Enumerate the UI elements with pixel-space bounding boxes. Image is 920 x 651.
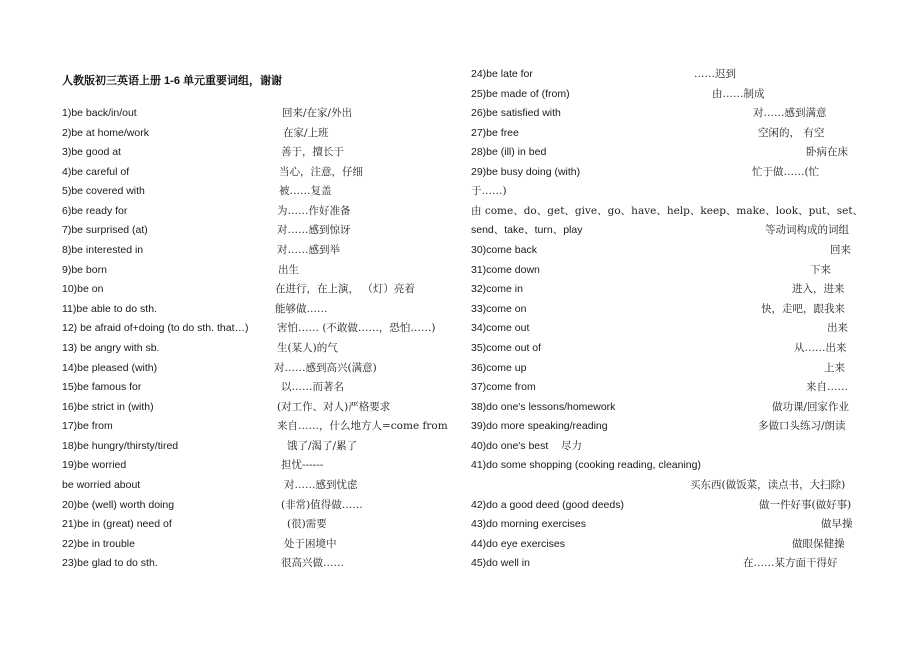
phrase-en: 35)come out of [471,342,542,354]
phrase-en: 2)be at home/work [62,127,149,139]
phrase-zh: 来自…… [806,381,848,393]
phrase-en: 6)be ready for [62,205,128,217]
phrase-en: 36)come up [471,362,527,374]
phrase-zh: 快，走吧，跟我来 [761,303,845,315]
phrase-en: 5)be covered with [62,185,145,197]
phrase-en: 45)do well in [471,557,530,569]
phrase-zh: 为……作好准备 [277,205,351,217]
phrase-en: 40)do one's best [471,440,549,452]
phrase-zh: 对……感到满意 [753,107,827,119]
phrase-zh: 忙于做……(忙 [752,166,820,178]
phrase-en: 8)be interested in [62,244,144,256]
phrase-en: 31)come down [471,264,540,276]
phrase-en: 34)come out [471,322,530,334]
phrase-zh: 从……出来 [794,342,847,354]
phrase-en: 33)come on [471,303,527,315]
phrase-en: 37)come from [471,381,536,393]
phrase-zh: 回来 [830,244,851,256]
phrase-zh: 出生 [278,264,299,276]
phrase-zh: 对……感到举 [277,244,340,256]
phrase-zh: 做眼保健操 [792,538,845,550]
phrase-zh: 被……复盖 [279,185,332,197]
phrase-zh: (对工作、对人)严格要求 [277,401,391,413]
phrase-en: 15)be famous for [62,381,142,393]
phrase-en: 17)be from [62,420,113,432]
phrase-en: 1)be back/in/out [62,107,137,119]
phrase-en: 18)be hungry/thirsty/tired [62,440,179,452]
phrase-en: 39)do more speaking/reading [471,420,608,432]
phrase-zh: 对……感到忧虑 [284,479,358,491]
phrase-en: 4)be careful of [62,166,130,178]
phrase-zh: 来自……，什么地方人=come from [277,420,448,432]
phrase-en: 25)be made of (from) [471,88,570,100]
phrase-en: 20)be (well) worth doing [62,499,175,511]
phrase-en: 43)do morning exercises [471,518,586,530]
phrase-en: 16)be strict in (with) [62,401,154,413]
phrase-zh: 善于，擅长于 [281,146,344,158]
phrase-zh: 在进行，在上演， （灯）亮着 [275,283,415,295]
phrase-zh: 做一件好事(做好事) [759,499,852,511]
phrase-zh: 做功课/回家作业 [772,401,850,413]
phrase-zh: 很高兴做…… [281,557,344,569]
phrase-en: 19)be worried [62,459,127,471]
phrase-en: 10)be on [62,283,104,295]
phrase-zh: 生(某人)的气 [277,342,338,354]
phrase-en: be worried about [62,479,141,491]
phrase-zh: 害怕…… (不敢做……，恐怕……) [277,322,436,334]
phrase-continuation: 于……) [471,185,507,197]
phrase-zh: (很)需要 [287,518,327,530]
phrase-en: 7)be surprised (at) [62,224,148,236]
phrase-en: 38)do one's lessons/homework [471,401,616,413]
phrase-en: 24)be late for [471,68,533,80]
phrase-zh: 当心，注意，仔细 [279,166,363,178]
phrase-zh: 卧病在床 [806,146,848,158]
phrase-zh: 由……制成 [712,88,765,100]
phrase-en: 22)be in trouble [62,538,135,550]
phrase-zh: 空闲的， 有空 [758,127,825,139]
phrase-zh: 出来 [827,322,848,334]
phrase-zh: ……迟到 [694,68,736,80]
phrase-en: 32)come in [471,283,523,295]
phrase-en: 28)be (ill) in bed [471,146,547,158]
phrase-zh: (非常)值得做…… [281,499,363,511]
phrase-zh: 回来/在家/外出 [282,107,353,119]
phrase-en: 41)do some shopping (cooking reading, cleaning) [471,459,701,471]
phrase-zh: 尽力 [561,440,582,452]
phrase-en: 21)be in (great) need of [62,518,172,530]
phrase-zh: 上来 [824,362,845,374]
phrase-en: 11)be able to do sth. [62,303,157,315]
phrase-zh: 下来 [810,264,831,276]
phrase-zh: 在家/上班 [283,127,329,139]
phrase-zh: 饿了/渴了/累了 [287,440,358,452]
phrase-zh: 对……感到高兴(满意) [274,362,377,374]
phrase-zh: 买东西(做饭菜，读点书，大扫除) [690,479,846,491]
phrase-en: 12) be afraid of+doing (to do sth. that…) [62,322,249,334]
phrase-zh: 能够做…… [275,303,328,315]
phrase-en: 42)do a good deed (good deeds) [471,499,624,511]
phrase-en: 30)come back [471,244,537,256]
section-intro: 由 come、do、get、give、go、have、help、keep、make、look、put、set、 [471,205,864,217]
phrase-zh: 处于困境中 [284,538,337,550]
phrase-en: 27)be free [471,127,519,139]
phrase-en: 9)be born [62,264,107,276]
phrase-zh: 以……而著名 [281,381,344,393]
phrase-en: 44)do eye exercises [471,538,565,550]
phrase-zh: 等动词构成的词组 [765,224,849,236]
phrase-en: 3)be good at [62,146,121,158]
phrase-zh: 对……感到惊讶 [277,224,351,236]
phrase-en: 13) be angry with sb. [62,342,160,354]
phrase-zh: 多做口头练习/朗读 [758,420,846,432]
phrase-en: 26)be satisfied with [471,107,561,119]
phrase-en: send、take、turn、play [471,224,583,236]
phrase-zh: 进入，进来 [792,283,845,295]
page-title: 人教版初三英语上册 1-6 单元重要词组，谢谢 [62,75,283,87]
phrase-en: 23)be glad to do sth. [62,557,158,569]
phrase-zh: 做早操 [821,518,853,530]
phrase-zh: 担忧------ [281,459,324,471]
phrase-zh: 在……某方面干得好 [743,557,838,569]
phrase-en: 14)be pleased (with) [62,362,158,374]
phrase-en: 29)be busy doing (with) [471,166,581,178]
